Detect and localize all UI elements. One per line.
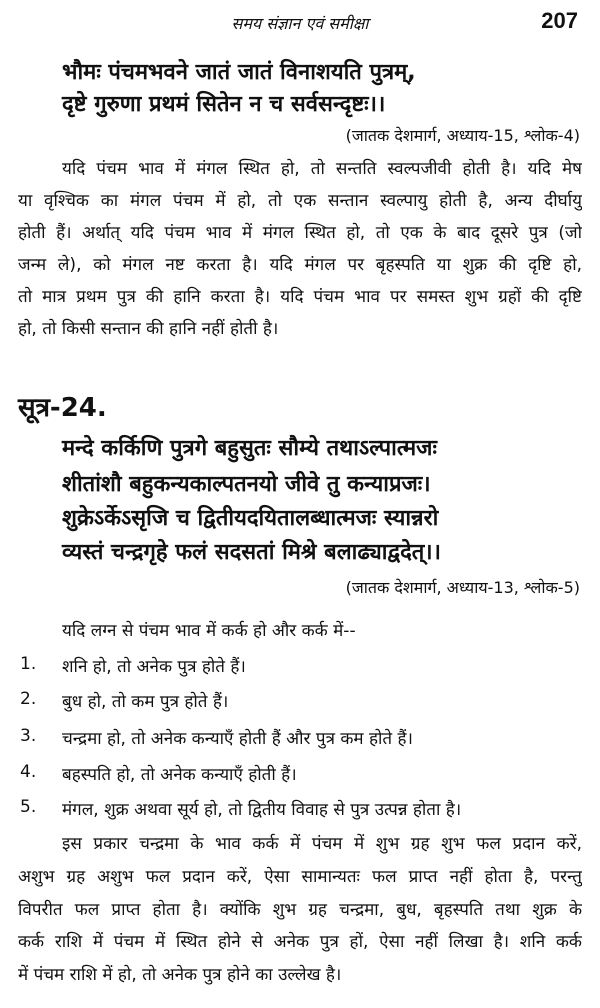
running-header-title: समय संज्ञान एवं समीक्षा: [231, 14, 369, 33]
paragraph-line: अशुभ ग्रह अशुभ फल प्रदान करें, ऐसा सामान्यतः फल प्राप्त नहीं होता है, परन्तु: [18, 867, 582, 887]
paragraph-line: जन्म ले), को मंगल नष्ट करता है। यदि मंगल पर बृहस्पति या शुक्र की दृष्टि हो,: [18, 255, 582, 275]
sutra-heading: सूत्र-24.: [18, 393, 107, 423]
verse-citation: (जातक देशमार्ग, अध्याय-13, श्लोक-5): [345, 578, 580, 597]
list-number: 5.: [20, 797, 37, 817]
paragraph-line: तो मात्र प्रथम पुत्र की हानि करता है। यदि पंचम भाव पर समस्त शुभ ग्रहों की दृष्टि: [18, 287, 582, 307]
list-intro: यदि लग्न से पंचम भाव में कर्क हो और कर्क में--: [62, 621, 356, 641]
verse-line: व्यस्तं चन्द्रगृहे फलं सदसतां मिश्रे बलाढ्याद्वदेत्।।: [62, 540, 441, 565]
paragraph-line: इस प्रकार चन्द्रमा के भाव कर्क में पंचम में शुभ ग्रह शुभ फल प्रदान करें,: [62, 834, 582, 854]
list-number: 1.: [20, 654, 37, 674]
list-item: चन्द्रमा हो, तो अनेक कन्याएँ होती हैं और पुत्र कम होते हैं।: [62, 729, 413, 749]
list-number: 3.: [20, 726, 37, 746]
paragraph-line: या वृश्चिक का मंगल पंचम में हो, तो एक सन्तान स्वल्पायु होती है, अन्य दीर्घायु: [18, 191, 582, 211]
list-item: बहस्पति हो, तो अनेक कन्याएँ होती हैं।: [62, 765, 297, 785]
list-item: बुध हो, तो कम पुत्र होते हैं।: [62, 692, 229, 712]
verse-citation: (जातक देशमार्ग, अध्याय-15, श्लोक-4): [345, 126, 580, 145]
paragraph-line: यदि पंचम भाव में मंगल स्थित हो, तो सन्तति स्वल्पजीवी होती है। यदि मेष: [62, 159, 582, 179]
paragraph-line: में पंचम राशि में हो, तो अनेक पुत्र होने का उल्लेख है।: [18, 965, 342, 985]
list-item: शनि हो, तो अनेक पुत्र होते हैं।: [62, 657, 246, 677]
verse-line: दृष्टे गुरुणा प्रथमं सितेन न च सर्वसन्दृष्टः।।: [62, 92, 386, 117]
verse-line: भौमः पंचमभवने जातं जातं विनाशयति पुत्रम्,: [62, 60, 416, 85]
list-number: 4.: [20, 762, 37, 782]
verse-line: शीतांशौ बहुकन्यकाल्पतनयो जीवे तु कन्याप्रजः।: [62, 472, 431, 497]
page-number: 207: [541, 8, 578, 33]
paragraph-line: हो, तो किसी सन्तान की हानि नहीं होती है।: [18, 319, 279, 339]
verse-line: शुक्रेऽर्केऽसृजि च द्वितीयदयितालब्धात्मजः स्यान्नरो: [62, 506, 439, 531]
paragraph-line: विपरीत फल प्राप्त होता है। क्योंकि शुभ ग्रह चन्द्रमा, बुध, बृहस्पति तथा शुक्र के: [18, 900, 582, 920]
verse-line: मन्दे कर्किणि पुत्रगे बहुसुतः सौम्ये तथाऽल्पात्मजः: [62, 436, 437, 461]
list-number: 2.: [20, 689, 37, 709]
paragraph-line: कर्क राशि में पंचम में स्थित होने से अनेक पुत्र हों, ऐसा नहीं लिखा है। शनि कर्क: [18, 932, 582, 952]
list-item: मंगल, शुक्र अथवा सूर्य हो, तो द्वितीय विवाह से पुत्र उत्पन्न होता है।: [62, 800, 462, 820]
paragraph-line: होती हैं। अर्थात् यदि पंचम भाव में मंगल स्थित हो, तो एक के बाद दूसरे पुत्र (जो: [18, 223, 582, 243]
